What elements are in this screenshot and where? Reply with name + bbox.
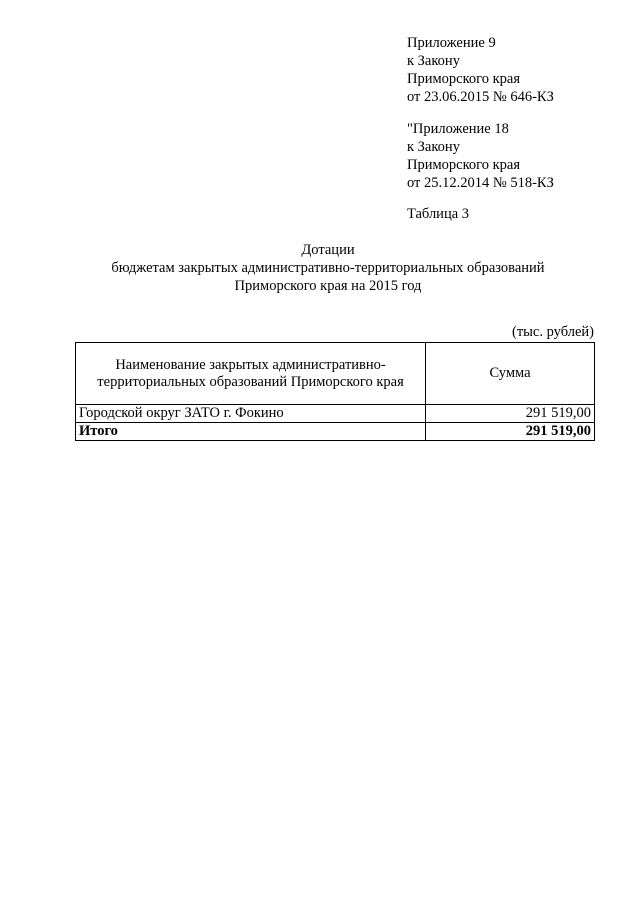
table-row xyxy=(76,405,595,423)
header-name-line1: Наименование закрытых административно- xyxy=(115,356,386,373)
title-line1: Дотации xyxy=(301,242,355,258)
appendix-18-heading xyxy=(407,120,554,192)
title-line3: Приморского края на 2015 год xyxy=(234,278,422,294)
grants-table xyxy=(75,342,595,441)
title-line2: бюджетам закрытых административно-территориальных образований xyxy=(111,260,545,276)
total-name-cell: Итого xyxy=(76,423,426,441)
units-label: (тыс. рублей) xyxy=(512,324,594,340)
appendix-18-line4: от 25.12.2014 № 518-КЗ xyxy=(407,175,554,191)
row-name-cell: Городской округ ЗАТО г. Фокино xyxy=(76,405,426,423)
appendix-9-line1: Приложение 9 xyxy=(407,35,496,51)
total-sum-cell: 291 519,00 xyxy=(426,423,595,441)
header-sum-cell: Сумма xyxy=(426,343,595,405)
appendix-9-line4: от 23.06.2015 № 646-КЗ xyxy=(407,89,554,105)
header-name-cell xyxy=(76,343,426,405)
appendix-18-line1: "Приложение 18 xyxy=(407,121,509,137)
appendix-18-line3: Приморского края xyxy=(407,157,521,173)
table-header-row xyxy=(76,343,595,405)
table-label: Таблица 3 xyxy=(407,206,470,222)
appendix-9-heading xyxy=(407,34,554,106)
total-row xyxy=(76,423,595,441)
header-name-line2: территориальных образований Приморского края xyxy=(97,373,404,390)
appendix-9-line2: к Закону xyxy=(407,53,460,69)
appendix-18-line2: к Закону xyxy=(407,139,460,155)
appendix-9-line3: Приморского края xyxy=(407,71,521,87)
document-title xyxy=(0,241,640,295)
row-sum-cell: 291 519,00 xyxy=(426,405,595,423)
